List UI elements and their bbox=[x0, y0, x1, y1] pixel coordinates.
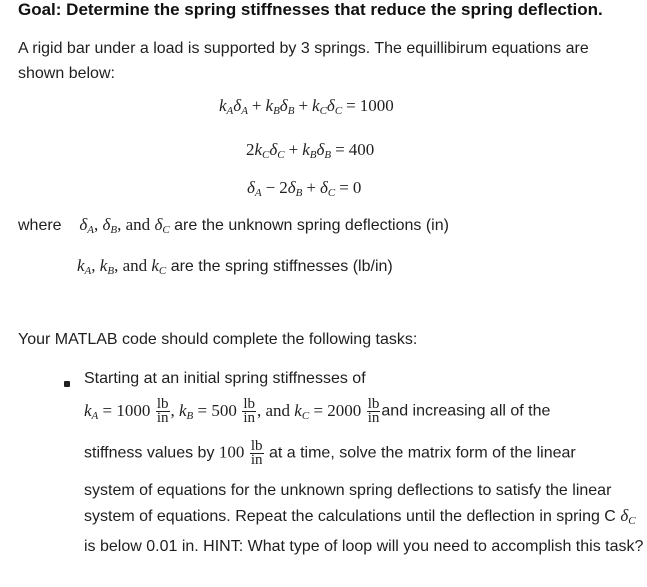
increment-value: 100 bbox=[218, 442, 245, 462]
equation-3-rhs: 0 bbox=[352, 178, 362, 197]
stiffness-definition: $k_A$, $k_B$, and $k_C$ are the spring stiffnesses (lb/in) bbox=[77, 256, 393, 277]
intro-paragraph: A rigid bar under a load is supported by 3 springs. The equillibirum equations are shown below: bbox=[18, 40, 589, 82]
kA-value: 1000 bbox=[116, 400, 151, 420]
unit-fraction-b: $\frac{lb}{in}$ bbox=[243, 396, 255, 426]
task-remaining-text: system of equations for the unknown spring deflections to satisfy the linear system of equations. Repeat the calculations until the deflection in spring C $\delta_C$ is below 0.01 in. HINT: What type of loop will you need to accomplish this task? bbox=[84, 482, 644, 555]
equation-3-coefficient: 2 bbox=[279, 178, 288, 197]
task-initial-values-line: $k_A = 1000$ $\frac{lb}{in}$ , $k_B = 500$ $\frac{lb}{in}$ , and $k_C = 2000$ $\frac{lb}{in}$ and increasing all of the bbox=[84, 396, 551, 426]
deflection-definition: where $\delta_A$, $\delta_B$, and $\delta_C$ are the unknown spring deflections (in) bbox=[18, 215, 449, 236]
equation-2-coefficient: 2 bbox=[246, 140, 255, 159]
deflection-description: are the unknown spring deflections (in) bbox=[174, 217, 449, 234]
after-kC-text: and increasing all of the bbox=[381, 402, 551, 420]
unit-fraction-a: $\frac{lb}{in}$ bbox=[156, 396, 169, 426]
bullet-marker bbox=[64, 381, 70, 387]
where-label: where bbox=[18, 217, 62, 234]
stiffness-description: are the spring stiffnesses (lb/in) bbox=[170, 258, 393, 275]
equation-2: $2k_C\delta_C + k_B\delta_B = 400$ bbox=[246, 140, 375, 161]
and-word-2: and bbox=[122, 256, 148, 275]
kC-value: 2000 bbox=[327, 400, 362, 420]
equation-1-rhs: 1000 bbox=[359, 96, 394, 115]
task-start-line: Starting at an initial spring stiffnesses of bbox=[84, 370, 366, 387]
equation-1: $k_A\delta_A + k_B\delta_B + k_C\delta_C = 1000$ bbox=[219, 96, 394, 117]
unit-fraction-increment: $\frac{lb}{in}$ bbox=[250, 438, 263, 468]
goal-heading: Goal: Determine the spring stiffnesses that reduce the spring deflection. bbox=[18, 0, 603, 19]
kB-value: 500 bbox=[211, 400, 237, 420]
unit-fraction-c: $\frac{lb}{in}$ bbox=[367, 396, 380, 426]
and-word-1: and bbox=[125, 215, 151, 234]
tasks-intro: Your MATLAB code should complete the following tasks: bbox=[18, 331, 418, 348]
equation-3: $\delta_A - 2\delta_B + \delta_C = 0$ bbox=[247, 178, 362, 199]
task-increment-line: stiffness values by 100 $\frac{lb}{in}$ at a time, solve the matrix form of the linear bbox=[84, 438, 576, 468]
equation-2-rhs: 400 bbox=[348, 140, 375, 159]
